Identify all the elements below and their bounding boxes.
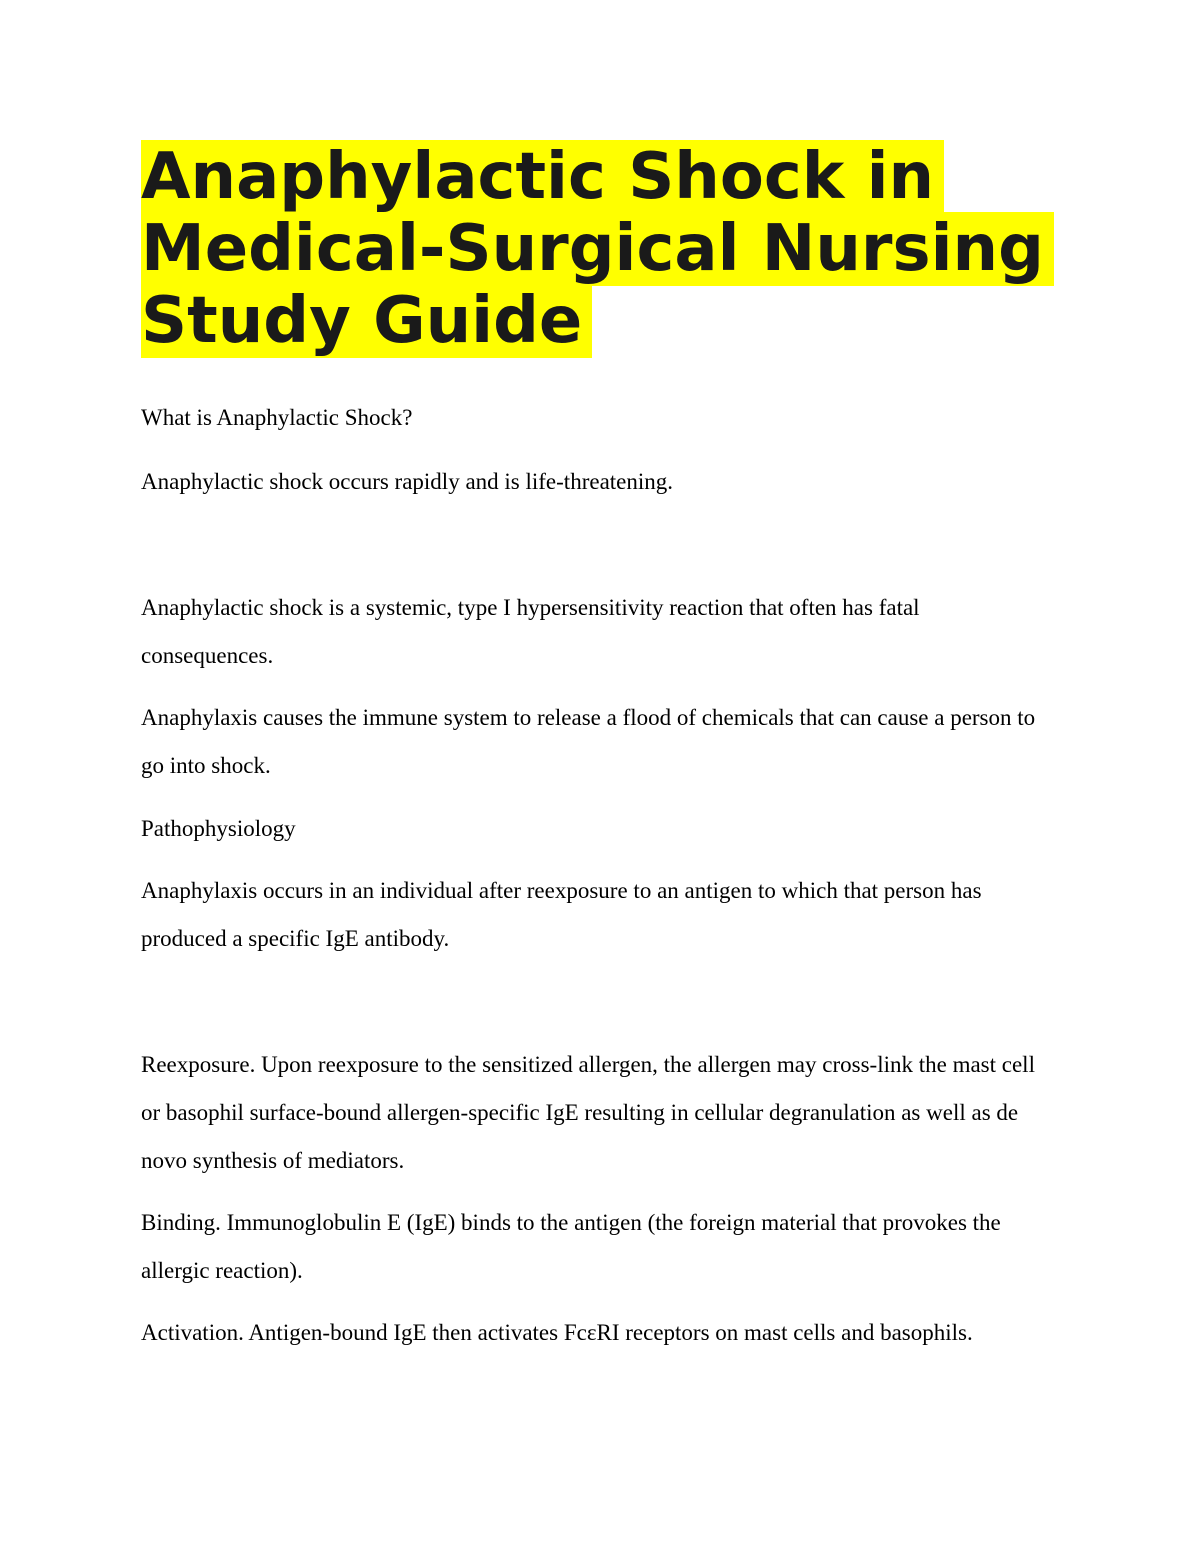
paragraph-occurs-rapidly: Anaphylactic shock occurs rapidly and is life-threatening. [141,469,674,494]
paragraph-activation-step: Activation. Antigen-bound IgE then activates FcεRI receptors on mast cells and basophils. [141,1320,973,1345]
paragraph-binding-step: Binding. Immunoglobulin E (IgE) binds to the antigen (the foreign material that provokes the allergic reaction). [141,1210,1001,1283]
heading-pathophysiology: Pathophysiology [141,816,296,841]
paragraph-immune-release: Anaphylaxis causes the immune system to release a flood of chemicals that can cause a person to go into shock. [141,705,1036,778]
paragraph-reexposure-antigen: Anaphylaxis occurs in an individual after reexposure to an antigen to which that person has produced a specific IgE antibody. [141,878,982,951]
title-highlight: Anaphylactic Shock in Medical-Surgical Nursing Study Guide [141,140,1054,358]
paragraph-reexposure-step: Reexposure. Upon reexposure to the sensitized allergen, the allergen may cross-link the mast cell or basophil surface-bound allergen-specific IgE resulting in cellular degranulation as well as de novo synthesis of mediators. [141,1052,1035,1173]
document-title [141,141,1141,357]
heading-what-is-anaphylactic-shock: What is Anaphylactic Shock? [141,405,413,430]
paragraph-systemic-reaction: Anaphylactic shock is a systemic, type I hypersensitivity reaction that often has fatal consequences. [141,595,920,668]
